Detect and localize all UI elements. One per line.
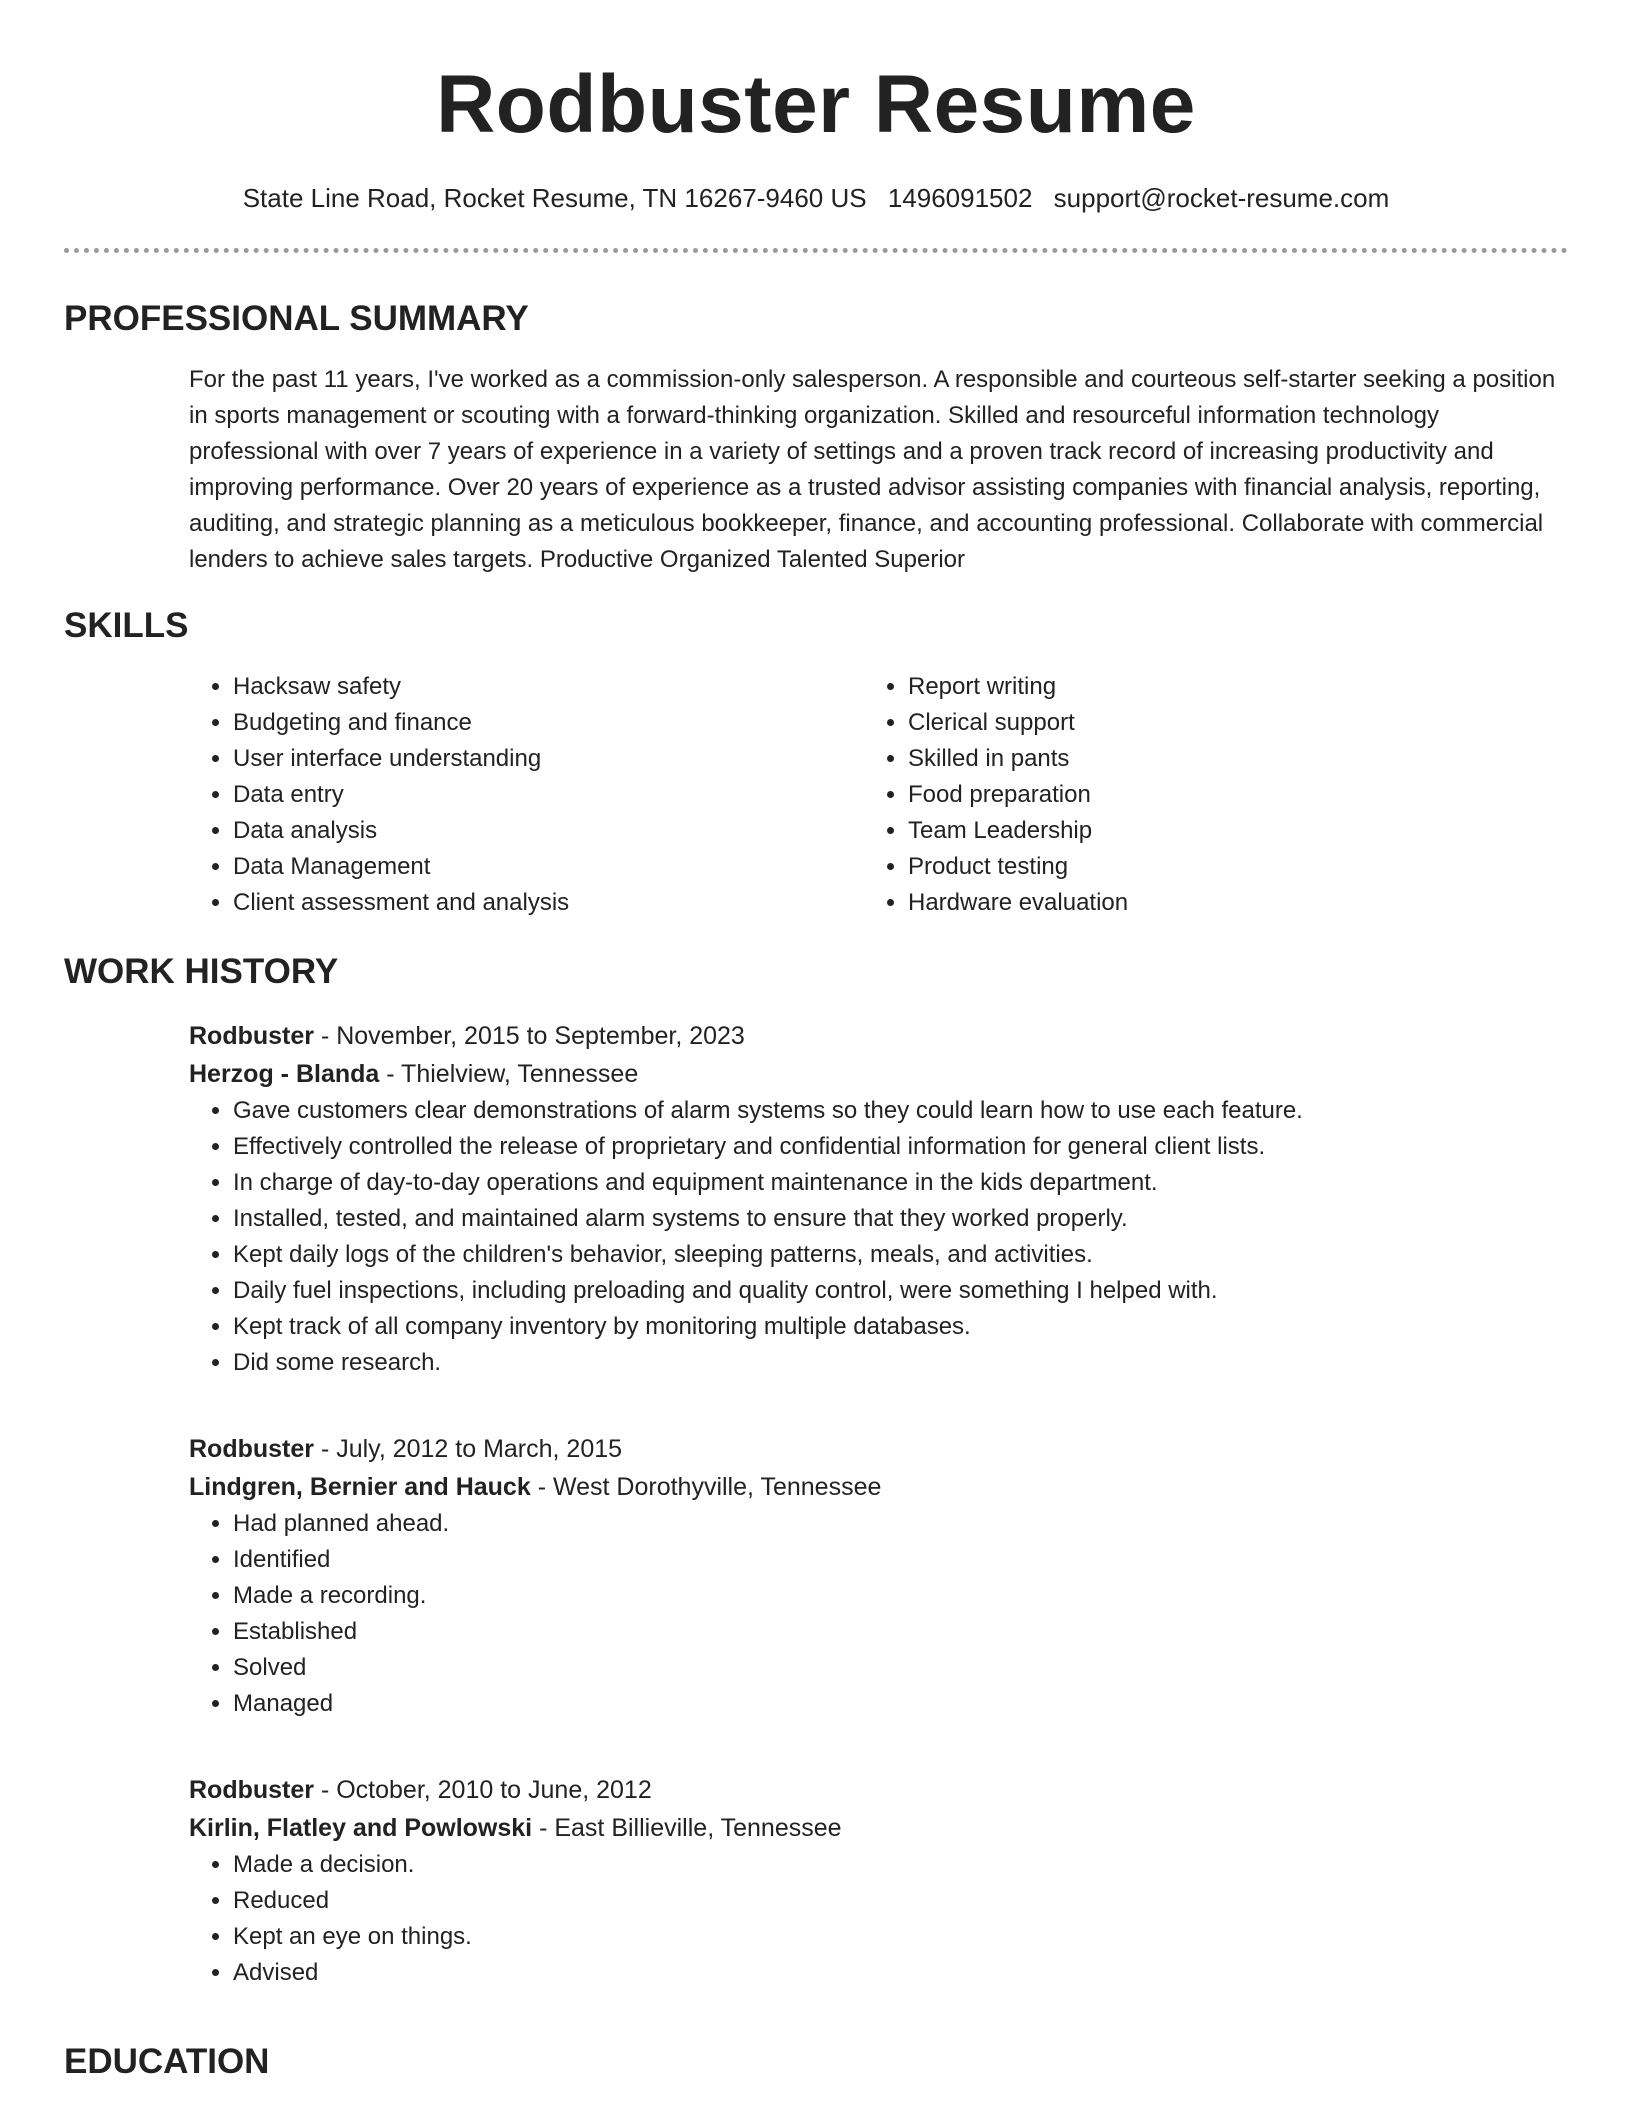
skills-list-right xyxy=(864,669,1504,921)
skill-item: • Budgeting and finance xyxy=(233,705,829,741)
skill-item: • Clerical support xyxy=(908,705,1504,741)
job-dates: - October, 2010 to June, 2012 xyxy=(314,1776,652,1804)
education-heading: EDUCATION xyxy=(64,2042,270,2081)
resume-title: Rodbuster Resume xyxy=(436,59,1196,150)
work-history-heading: WORK HISTORY xyxy=(64,952,339,991)
job-bullet: • In charge of day-to-day operations and equipment maintenance in the kids department. xyxy=(233,1165,1564,1201)
job-location: - East Billieville, Tennessee xyxy=(532,1814,842,1842)
job-bullet: • Kept an eye on things. xyxy=(233,1919,1564,1955)
skill-item: • Product testing xyxy=(908,849,1504,885)
job-entry xyxy=(189,1771,1564,1991)
job-location: - West Dorothyville, Tennessee xyxy=(530,1473,882,1501)
skill-item: • Data entry xyxy=(233,777,829,813)
job-entry xyxy=(189,1017,1564,1381)
contact-email: support@rocket-resume.com xyxy=(1053,183,1390,213)
skill-item: • Hardware evaluation xyxy=(908,885,1504,921)
job-company-line xyxy=(189,1468,1564,1506)
job-bullet: • Did some research. xyxy=(233,1345,1564,1381)
job-bullet: • Kept track of all company inventory by monitoring multiple databases. xyxy=(233,1309,1564,1345)
skill-item: • Data analysis xyxy=(233,813,829,849)
job-dates: - July, 2012 to March, 2015 xyxy=(314,1435,623,1463)
job-bullet: • Made a recording. xyxy=(233,1578,1564,1614)
job-bullet: • Established xyxy=(233,1614,1564,1650)
job-bullet: • Gave customers clear demonstrations of alarm systems so they could learn how to use each feature. xyxy=(233,1093,1564,1129)
job-bullet: • Managed xyxy=(233,1686,1564,1722)
job-bullet-list xyxy=(189,1093,1564,1381)
job-bullet: • Kept daily logs of the children's behavior, sleeping patterns, meals, and activities. xyxy=(233,1237,1564,1273)
job-title-line xyxy=(189,1430,1564,1468)
job-bullet: • Effectively controlled the release of proprietary and confidential information for general client lists. xyxy=(233,1129,1564,1165)
skill-item: • Report writing xyxy=(908,669,1504,705)
skill-item: • Data Management xyxy=(233,849,829,885)
job-title-line xyxy=(189,1771,1564,1809)
job-title: Rodbuster xyxy=(189,1435,314,1463)
job-title: Rodbuster xyxy=(189,1022,314,1050)
summary-heading: PROFESSIONAL SUMMARY xyxy=(64,299,529,338)
job-company-line xyxy=(189,1055,1564,1093)
skills-list-left xyxy=(189,669,829,921)
skill-item: • Team Leadership xyxy=(908,813,1504,849)
skill-item: • User interface understanding xyxy=(233,741,829,777)
job-title-line xyxy=(189,1017,1564,1055)
job-bullet: • Had planned ahead. xyxy=(233,1506,1564,1542)
job-title: Rodbuster xyxy=(189,1776,314,1804)
contact-address: State Line Road, Rocket Resume, TN 16267-9460 US xyxy=(242,183,867,213)
skill-item: • Hacksaw safety xyxy=(233,669,829,705)
summary-text: For the past 11 years, I've worked as a commission-only salesperson. A responsible and courteous self-starter seeking a position in sports management or scouting with a forward-thinking organization. Skilled and resourceful information technology professional with over 7 years of experience in a variety of settings and a proven track record of increasing productivity and improving performance. Over 20 years of experience as a trusted advisor assisting companies with financial analysis, reporting, auditing, and strategic planning as a meticulous bookkeeper, finance, and accounting professional. Collaborate with commercial lenders to achieve sales targets. Productive Organized Talented Superior xyxy=(189,366,1556,573)
skills-heading: SKILLS xyxy=(64,606,189,645)
job-dates: - November, 2015 to September, 2023 xyxy=(314,1022,745,1050)
skill-item: • Client assessment and analysis xyxy=(233,885,829,921)
header-divider xyxy=(64,248,1568,253)
job-bullet: • Reduced xyxy=(233,1883,1564,1919)
job-location: - Thielview, Tennessee xyxy=(379,1060,639,1088)
job-bullet-list xyxy=(189,1847,1564,1991)
job-company: Kirlin, Flatley and Powlowski xyxy=(189,1814,533,1842)
job-bullet: • Identified xyxy=(233,1542,1564,1578)
job-company-line xyxy=(189,1809,1564,1847)
job-entry xyxy=(189,1430,1564,1722)
job-company: Herzog - Blanda xyxy=(189,1060,380,1088)
skill-item: • Food preparation xyxy=(908,777,1504,813)
contact-phone: 1496091502 xyxy=(887,183,1033,213)
job-bullet-list xyxy=(189,1506,1564,1722)
job-bullet: • Installed, tested, and maintained alarm systems to ensure that they worked properly. xyxy=(233,1201,1564,1237)
job-bullet: • Solved xyxy=(233,1650,1564,1686)
job-bullet: • Advised xyxy=(233,1955,1564,1991)
job-bullet: • Made a decision. xyxy=(233,1847,1564,1883)
skill-item: • Skilled in pants xyxy=(908,741,1504,777)
job-company: Lindgren, Bernier and Hauck xyxy=(189,1473,531,1501)
contact-line xyxy=(0,180,1632,216)
job-bullet: • Daily fuel inspections, including preloading and quality control, were something I helped with. xyxy=(233,1273,1564,1309)
